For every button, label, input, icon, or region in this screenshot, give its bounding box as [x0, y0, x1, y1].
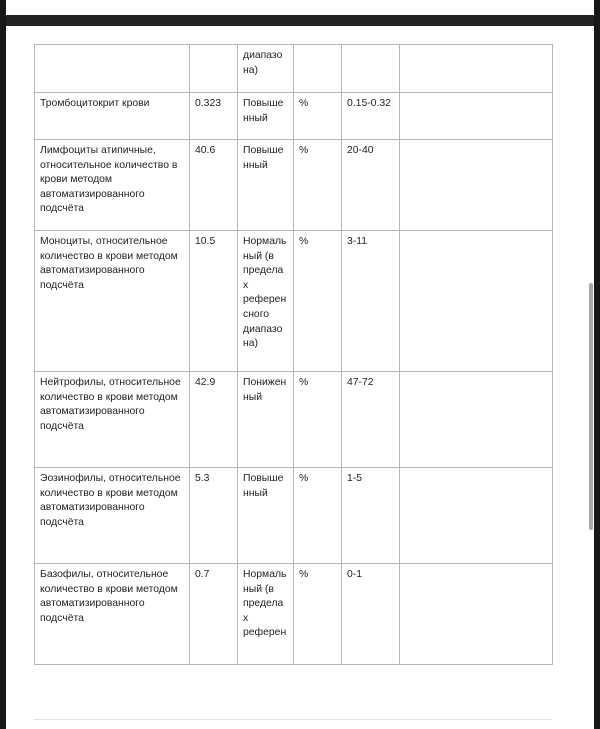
- cell-notes: [400, 231, 553, 372]
- table-row: [35, 93, 553, 140]
- cell-name: Нейтрофилы, относительное количество в крови методом автоматизированного подсчёта: [35, 372, 190, 468]
- lab-results-table-container: [34, 44, 552, 665]
- cell-value: 10.5: [190, 231, 238, 372]
- scrollbar-thumb[interactable]: [589, 283, 593, 530]
- cell-unit: %: [294, 564, 342, 665]
- cell-name: [35, 45, 190, 93]
- cell-unit: %: [294, 231, 342, 372]
- cell-reference: 1-5: [342, 468, 400, 564]
- cell-reference: 0-1: [342, 564, 400, 665]
- cell-notes: [400, 93, 553, 140]
- table-row: [35, 372, 553, 468]
- cell-reference: 3-11: [342, 231, 400, 372]
- cell-reference: 0.15-0.32: [342, 93, 400, 140]
- cell-notes: [400, 564, 553, 665]
- cell-status: Нормальный (в пределах референ: [238, 564, 294, 665]
- cell-status: диапазона): [238, 45, 294, 93]
- cell-notes: [400, 372, 553, 468]
- cell-status: Повышенный: [238, 93, 294, 140]
- cell-notes: [400, 140, 553, 231]
- section-divider: [34, 719, 552, 720]
- cell-unit: %: [294, 372, 342, 468]
- cell-unit: %: [294, 93, 342, 140]
- table-row: [35, 140, 553, 231]
- cell-status: Повышенный: [238, 140, 294, 231]
- table-row: [35, 231, 553, 372]
- cell-status: Повышенный: [238, 468, 294, 564]
- cell-unit: %: [294, 468, 342, 564]
- cell-reference: 47-72: [342, 372, 400, 468]
- document-page: [6, 26, 594, 729]
- cell-name: Тромбоцитокрит крови: [35, 93, 190, 140]
- cell-value: 0.323: [190, 93, 238, 140]
- cell-value: [190, 45, 238, 93]
- device-bezel-right: [594, 0, 600, 729]
- cell-unit: [294, 45, 342, 93]
- cell-name: Лимфоциты атипичные, относительное количество в крови методом автоматизированного подсчёта: [35, 140, 190, 231]
- cell-value: 42.9: [190, 372, 238, 468]
- cell-reference: 20-40: [342, 140, 400, 231]
- cell-value: 5.3: [190, 468, 238, 564]
- table-row: [35, 564, 553, 665]
- table-row: [35, 45, 553, 93]
- top-status-bar: [0, 15, 600, 26]
- lab-results-table: [34, 44, 553, 665]
- cell-name: Моноциты, относительное количество в крови методом автоматизированного подсчёта: [35, 231, 190, 372]
- cell-value: 0.7: [190, 564, 238, 665]
- cell-unit: %: [294, 140, 342, 231]
- cell-notes: [400, 468, 553, 564]
- cell-name: Эозинофилы, относительное количество в крови методом автоматизированного подсчёта: [35, 468, 190, 564]
- cell-status: Нормальный (в пределах референсного диапазона): [238, 231, 294, 372]
- cell-reference: [342, 45, 400, 93]
- cell-notes: [400, 45, 553, 93]
- cell-name: Базофилы, относительное количество в крови методом автоматизированного подсчёта: [35, 564, 190, 665]
- cell-status: Пониженный: [238, 372, 294, 468]
- cell-value: 40.6: [190, 140, 238, 231]
- device-bezel-left: [0, 0, 6, 729]
- table-row: [35, 468, 553, 564]
